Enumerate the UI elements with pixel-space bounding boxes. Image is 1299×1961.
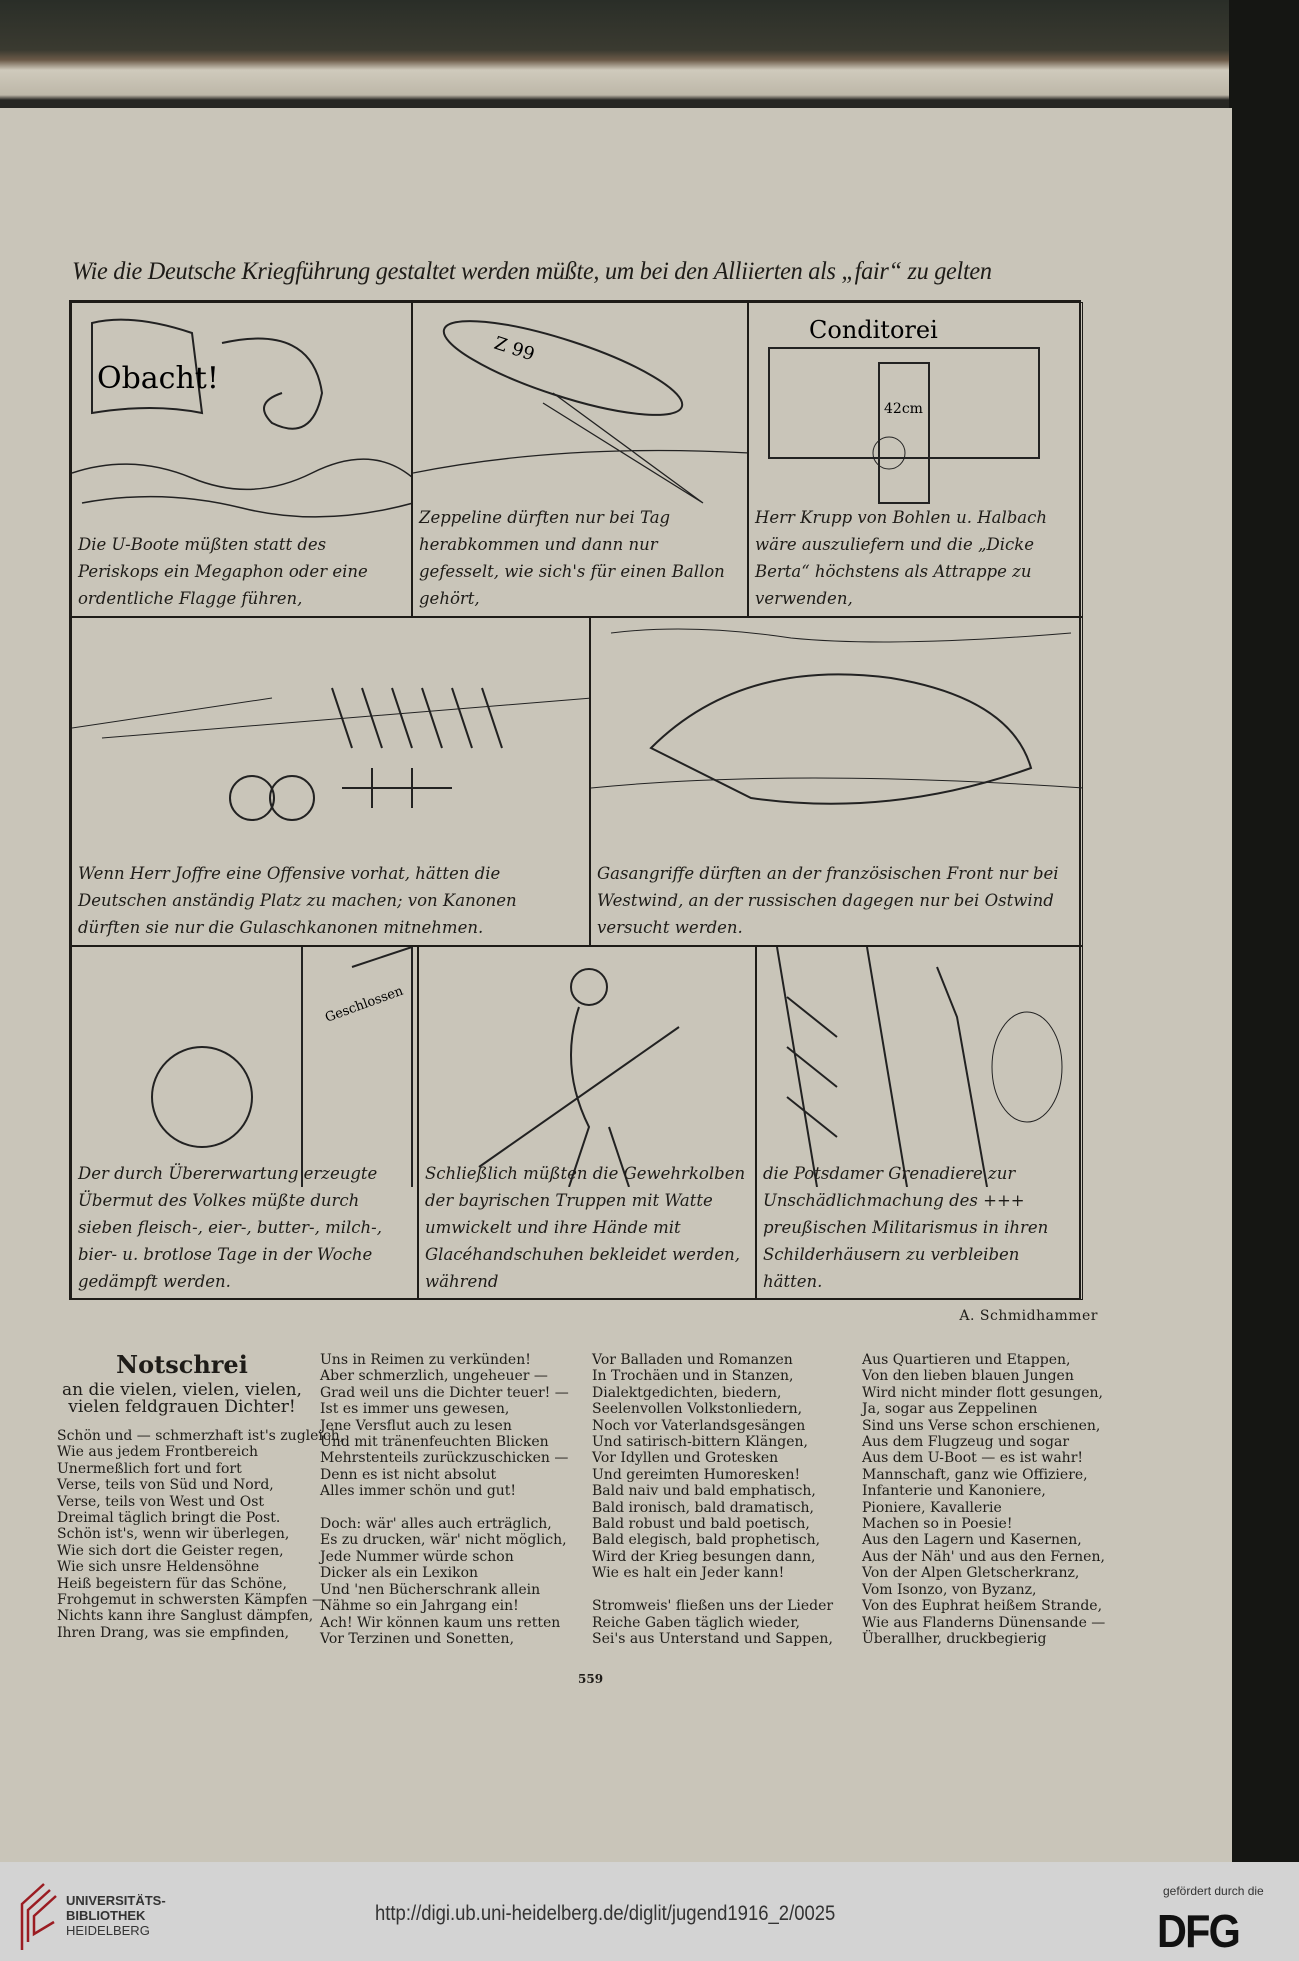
- geschlossen-label: Geschlossen: [323, 983, 406, 1026]
- panel-joffre: [71, 617, 590, 946]
- artist-credit: A. Schmidhammer: [959, 1308, 1098, 1324]
- panel-submarine: [71, 302, 412, 617]
- poem-title: Notschrei: [116, 1350, 248, 1379]
- funding-note: gefördert durch die: [1163, 1884, 1264, 1898]
- book-spine: [1229, 0, 1299, 1862]
- bavarian-soldier-drawing: [419, 947, 756, 1187]
- krupp-drawing: [749, 303, 1083, 533]
- joffre-drawing: [72, 618, 590, 848]
- gas-drawing: [591, 618, 1083, 848]
- submarine-drawing: [72, 303, 412, 533]
- library-line-3: HEIDELBERG: [66, 1923, 150, 1938]
- panel-caption: Wenn Herr Joffre eine Offensive vorhat, hätten die Deutschen anständig Platz zu machen; von Kanonen dürften sie nur die Gulaschkanonen mitnehmen.: [78, 864, 517, 937]
- grenadier-drawing: [757, 947, 1083, 1187]
- panel-market: [71, 946, 418, 1300]
- permalink-url[interactable]: http://digi.ub.uni-heidelberg.de/diglit/jugend1916_2/0025: [375, 1902, 836, 1925]
- panel-gas: [590, 617, 1083, 946]
- panel-caption: Herr Krupp von Bohlen u. Halbach wäre auszuliefern und die „Dicke Berta“ höchstens als Attrappe zu verwenden,: [755, 508, 1047, 608]
- library-line-2: BIBLIOTHEK: [66, 1908, 146, 1923]
- dfg-logo: DFG: [1157, 1905, 1239, 1957]
- poem-column-2: Uns in Reimen zu verkünden! Aber schmerzlich, ungeheuer — Grad weil uns die Dichter teuer! — Ist es immer uns gewesen, Jene Versflut auch zu lesen Und mit tränenfeuchten Blicken Mehrstenteils zurückzuschicken — Denn es ist nicht absolut Alles immer schön und gut! Doch: wär' alles auch erträglich, Es zu drucken, wär' nicht möglich, Jede Nummer würde schon Dicker als ein Lexikon Und 'nen Bücherschrank allein Nähme so ein Jahrgang ein! Ach! Wir können kaum uns retten Vor Terzinen und Sonetten,: [320, 1352, 569, 1647]
- poem-subtitle: an die vielen, vielen, vielen, vielen feldgrauen Dichter!: [62, 1380, 302, 1417]
- market-drawing: [72, 947, 418, 1187]
- poem-column-1: Schön und — schmerzhaft ist's zugleich, Wie aus jedem Frontbereich Unermeßlich fort und fort Verse, teils von Süd und Nord, Verse, teils von West und Ost Dreimal täglich bringt die Post. Schön ist's, wenn wir überlegen, Wie sich dort die Geister regen, Wie sich unsre Heldensöhne Heiß begeistern für das Schöne, Frohgemut in schwersten Kämpfen — Nichts kann ihre Sanglust dämpfen, Ihren Drang, was sie empfinden,: [57, 1428, 345, 1641]
- panel-caption: Die U-Boote müßten statt des Periskops ein Megaphon oder eine ordentliche Flagge führen,: [78, 535, 368, 608]
- conditorei-label: Conditorei: [809, 316, 938, 344]
- zeppelin-label: Z 99: [491, 332, 538, 366]
- panel-bavarian: [418, 946, 756, 1300]
- library-line-1: UNIVERSITÄTS-: [66, 1893, 166, 1908]
- book-edge: [0, 0, 1299, 110]
- poem-column-4: Aus Quartieren und Etappen, Von den lieben blauen Jungen Wird nicht minder flott gesungen, Ja, sogar aus Zeppelinen Sind uns Verse schon erschienen, Aus dem Flugzeug und sogar Aus dem U-Boot — es ist wahr! Mannschaft, ganz wie Offiziere, Infanterie und Kanoniere, Pioniere, Kavallerie Machen so in Poesie! Aus den Lagern und Kasernen, Aus der Näh' und aus den Fernen, Von der Alpen Gletscherkranz, Vom Isonzo, von Byzanz, Von des Euphrat heißem Strande, Wie aus Flanderns Dünensande — Überallher, druckbegierig: [862, 1352, 1106, 1647]
- library-name: [66, 1893, 166, 1938]
- panel-caption: Schließlich müßten die Gewehrkolben der bayrischen Truppen mit Watte umwickelt und ihre Hände mit Glacéhandschuhen bekleidet werden, während: [425, 1164, 746, 1291]
- page-number: 559: [578, 1672, 604, 1686]
- comic-title: Wie die Deutsche Kriegführung gestaltet werden müßte, um bei den Alliierten als „fair“ zu gelten: [72, 258, 992, 285]
- gun-label: 42cm: [884, 401, 923, 417]
- panel-caption: die Potsdamer Grenadiere zur Unschädlichmachung des +++ preußischen Militarismus in ihren Schilderhäusern zu verbleiben hätten.: [763, 1164, 1049, 1291]
- panel-caption: Zeppeline dürften nur bei Tag herabkommen und dann nur gefesselt, wie sich's für einen Ballon gehört,: [419, 508, 725, 608]
- ub-heidelberg-logo-icon: [14, 1882, 58, 1952]
- panel-zeppelin: [412, 302, 748, 617]
- panel-caption: Der durch Übererwartung erzeugte Übermut des Volkes müßte durch sieben fleisch-, eier-, butter-, milch-, bier- u. brotlose Tage in der Woche gedämpft werden.: [78, 1164, 382, 1291]
- footer-bar: [0, 1862, 1299, 1961]
- obacht-label: Obacht!: [97, 361, 219, 396]
- panel-caption: Gasangriffe dürften an der französischen Front nur bei Westwind, an der russischen dagegen nur bei Ostwind versucht werden.: [597, 864, 1059, 937]
- panel-grenadier: [756, 946, 1083, 1300]
- zeppelin-drawing: [413, 303, 748, 533]
- poem-column-3: Vor Balladen und Romanzen In Trochäen und in Stanzen, Dialektgedichten, biedern, Seelenvollen Volkstonliedern, Noch vor Vaterlandsgesängen Und satirisch-bittern Klängen, Vor Idyllen und Grotesken Und gereimten Humoresken! Bald naiv und bald emphatisch, Bald ironisch, bald dramatisch, Bald robust und bald poetisch, Bald elegisch, bald prophetisch, Wird der Krieg besungen dann, Wie es halt ein Jeder kann! Stromweis' fließen uns der Lieder Reiche Gaben täglich wieder, Sei's aus Unterstand und Sappen,: [592, 1352, 834, 1647]
- comic-grid: [69, 300, 1081, 1300]
- panel-krupp: [748, 302, 1083, 617]
